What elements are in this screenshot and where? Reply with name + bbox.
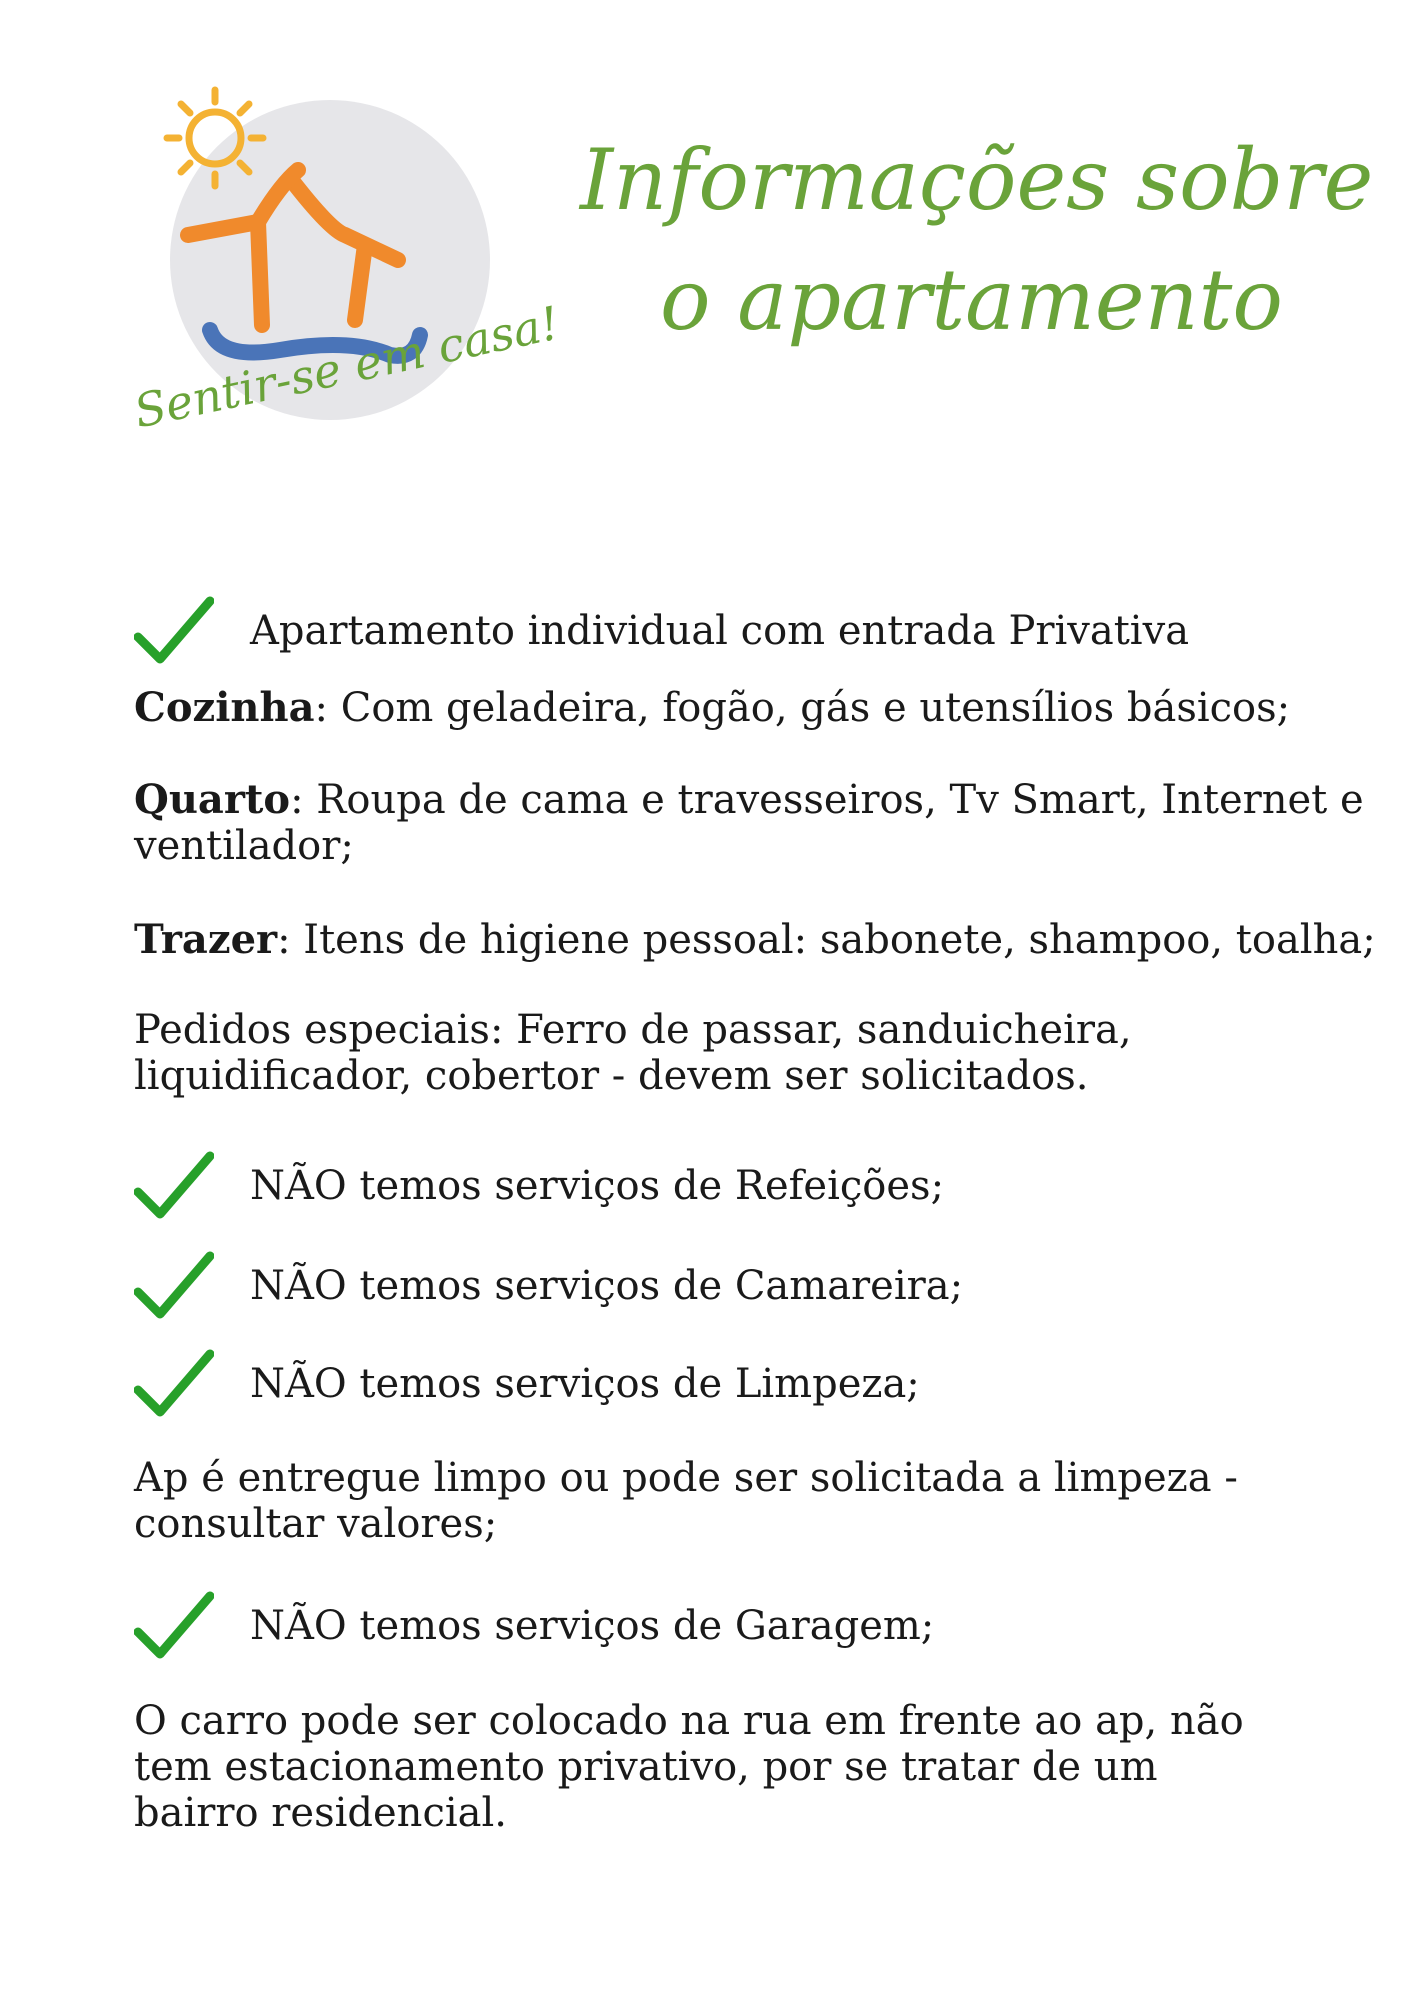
- list-item-bring: [134, 917, 1394, 963]
- item-text: Pedidos especiais: Ferro de passar, sanduicheira, liquidificador, cobertor - devem ser solicitados.: [134, 1007, 1132, 1099]
- logo-slogan: Sentir-se em casa!: [129, 295, 564, 439]
- list-item-no-meals: [134, 1150, 1394, 1222]
- title-line-1: Informações sobre: [580, 131, 1374, 229]
- item-text: NÃO temos serviços de Garagem;: [250, 1603, 935, 1649]
- item-text: NÃO temos serviços de Refeições;: [250, 1163, 945, 1209]
- item-text: : Com geladeira, fogão, gás e utensílios básicos;: [314, 685, 1291, 731]
- list-item-special-requests: [134, 1007, 1194, 1099]
- item-text: NÃO temos serviços de Limpeza;: [250, 1361, 920, 1407]
- item-text: O carro pode ser colocado na rua em frente ao ap, não tem estacionamento privativo, por se tratar de um bairro residencial.: [134, 1698, 1244, 1836]
- checkmark-icon: [134, 1590, 214, 1662]
- checkmark-icon: [134, 1348, 214, 1420]
- list-item-cleaning-note: [134, 1455, 1254, 1547]
- item-text: : Itens de higiene pessoal: sabonete, shampoo, toalha;: [277, 917, 1376, 963]
- list-item-no-cleaning: [134, 1348, 1394, 1420]
- title-line-2: o apartamento: [660, 251, 1283, 349]
- item-label: Quarto: [134, 776, 291, 823]
- item-text: NÃO temos serviços de Camareira;: [250, 1263, 964, 1309]
- item-text: : Roupa de cama e travesseiros, Tv Smart, Internet e ventilador;: [134, 777, 1364, 869]
- checkmark-icon: [134, 1150, 214, 1222]
- list-item-parking-note: [134, 1698, 1294, 1836]
- list-item-private-entrance: [134, 595, 1394, 667]
- list-item-bedroom: [134, 777, 1394, 869]
- item-label: Trazer: [134, 916, 278, 963]
- list-item-kitchen: [134, 685, 1394, 731]
- sun-icon: [167, 90, 263, 186]
- checkmark-icon: [134, 1250, 214, 1322]
- item-text: Ap é entregue limpo ou pode ser solicitada a limpeza - consultar valores;: [134, 1455, 1238, 1547]
- page-title: [580, 120, 1380, 360]
- list-item-no-garage: [134, 1590, 1394, 1662]
- checkmark-icon: [134, 595, 214, 667]
- item-label: Cozinha: [134, 684, 315, 731]
- list-item-no-housekeeping: [134, 1250, 1394, 1322]
- item-text: Apartamento individual com entrada Privativa: [250, 608, 1190, 654]
